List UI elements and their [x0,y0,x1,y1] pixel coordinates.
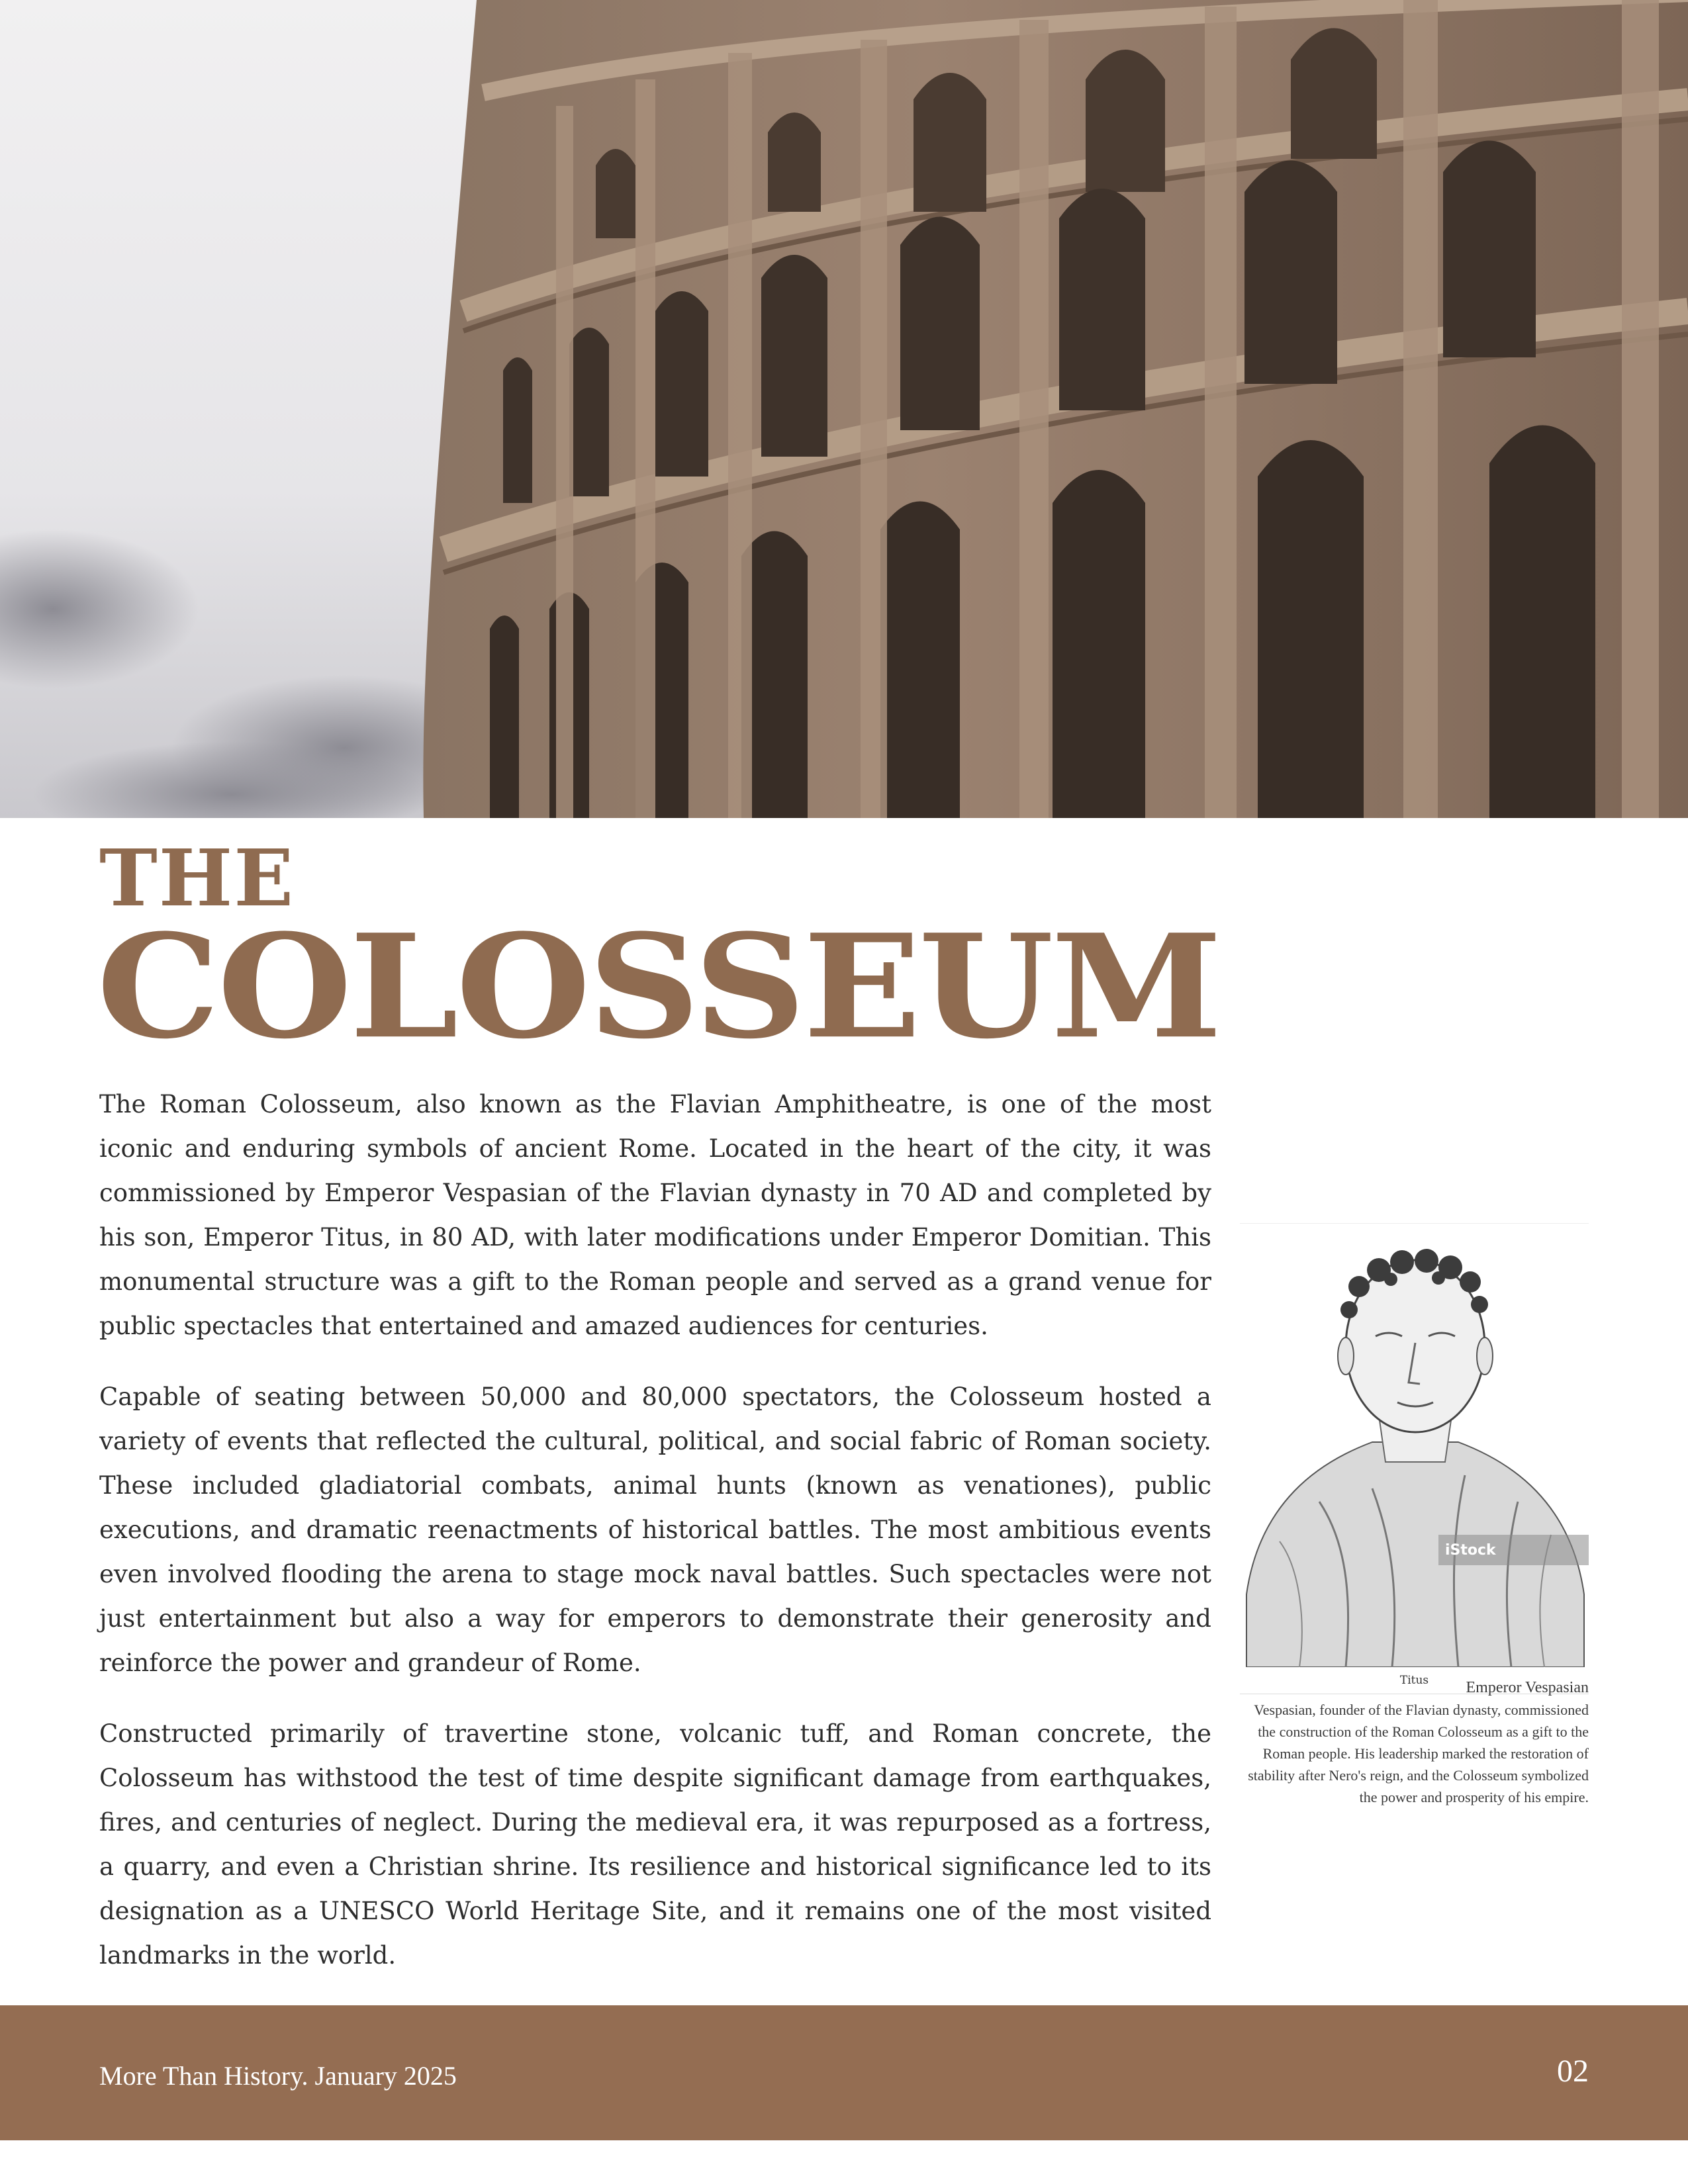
portrait-image [1240,1223,1589,1694]
paragraph: The Roman Colosseum, also known as the Flavian Amphitheatre, is one of the most iconic and enduring symbols of ancient Rome. Located in the heart of the city, it was commissioned by Emperor Vespasian of the Flavian dynasty in 70 AD and completed by his son, Emperor Titus, in 80 AD, with later modifications under Emperor Domitian. This monumental structure was a gift to the Roman people and served as a grand venue for public spectacles that entertained and amazed audiences for centuries. [99,1090,1211,1340]
watermark-text: iStock [1445,1542,1496,1559]
image-caption [1240,1677,1589,1808]
caption-title: Emperor Vespasian [1466,1679,1589,1696]
page-number: 02 [1557,2054,1589,2089]
portrait-label: Titus [1399,1674,1429,1687]
caption-text: Vespasian, founder of the Flavian dynasty, commissioned the construction of the Roman Colosseum as a gift to the Roman people. His leadership marked the restoration of stability after Nero's reign, and the Colosseum symbolized the power and prosperity of his empire. [1248,1702,1589,1805]
paragraph: Constructed primarily of travertine stone, volcanic tuff, and Roman concrete, the Colosseum has withstood the test of time despite significant damage from earthquakes, fires, and centuries of neglect. During the medieval era, it was repurposed as a fortress, a quarry, and even a Christian shrine. Its resilience and historical significance led to its designation as a UNESCO World Heritage Site, and it remains one of the most visited landmarks in the world. [99,1719,1211,1970]
footer-bar [0,2005,1688,2140]
hero-image [0,0,1688,818]
article-body [99,1082,1211,2004]
paragraph: Capable of seating between 50,000 and 80,000 spectators, the Colosseum hosted a variety of events that reflected the cultural, political, and social fabric of Roman society. These included gladiatorial combats, animal hunts (known as venationes), public executions, and dramatic reenactments of historical battles. The most ambitious events even involved flooding the arena to stage mock naval battles. Such spectacles were not just entertainment but also a way for emperors to demonstrate their generosity and reinforce the power and grandeur of Rome. [99,1383,1211,1677]
page-title: COLOSSEUM [97,903,1220,1071]
title-prefix: THE [99,832,295,924]
footer-publication: More Than History. January 2025 [99,2061,457,2091]
